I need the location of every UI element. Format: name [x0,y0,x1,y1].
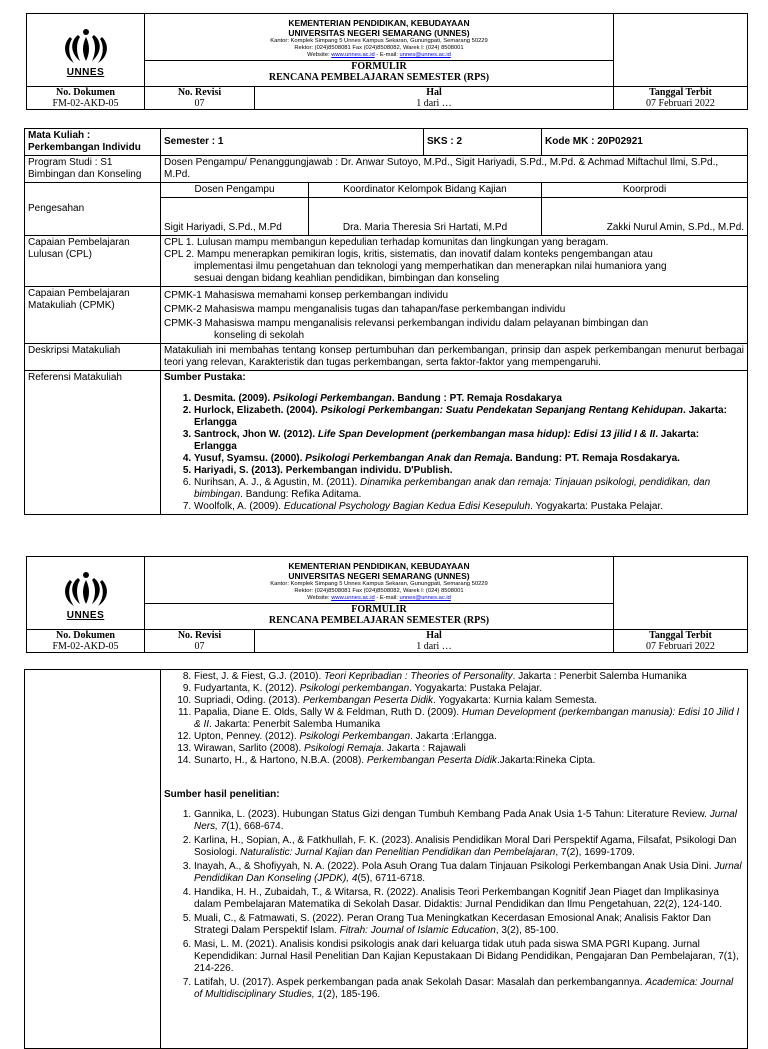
cpmk-2: CPMK-2 Mahasiswa mampu menganalisis tugas dan tahapan/fase perkembangan individu [164,304,566,315]
reference-item: 10. Supriadi, Oding. (2013). Perkembangan Peserta Didik. Yogyakarta: Kurnia kalam Semesta. [194,695,744,707]
logo-text: UNNES [66,66,105,78]
cpl-2-cont2: sesuai dengan bidang keahlian pendidikan, bimbingan dan konseling [194,273,500,284]
reference-item: 9. Fudyartanta, K. (2012). Psikologi perkembangan. Yogyakarta: Pustaka Pelajar. [194,683,744,695]
office-address: Kantor: Komplek Simpang 5 Unnes Kampus Sekaran, Gunungpati, Semarang 50229 [270,580,488,587]
reference-item: 4. Yusuf, Syamsu. (2000). Psikologi Perkembangan Anak dan Remaja. Bandung: PT. Remaja Rosdakarya. [194,453,744,465]
page-label: Hal [426,87,442,98]
page-value: 1 dari … [416,641,452,652]
sig-name-koorprodi: Zakki Nurul Amin, S.Pd., M.Pd. [542,198,748,236]
study-program: Program Studi : S1 Bimbingan dan Konseling [25,156,161,183]
course-name: Mata Kuliah : Perkembangan Individu [25,129,161,156]
doc-no: FM-02-AKD-05 [52,641,119,652]
sumber-pustaka-heading: Sumber Pustaka: [164,372,246,383]
university-logo-2 [27,557,145,630]
header-blank-cell [614,557,748,630]
rev-label: No. Revisi [177,630,222,641]
doc-no: FM-02-AKD-05 [52,98,119,109]
website-link[interactable]: www.unnes.ac.id [331,594,375,601]
cpl-2-cont: implementasi ilmu pengetahuan dan teknologi yang memperhatikan dan menerapkan nilai humaniora yang [194,261,667,272]
reference-item: 7. Woolfolk, A. (2009). Educational Psychology Bagian Kedua Edisi Kesepuluh. Yogyakarta: Pustaka Pelajar. [194,501,744,513]
reference-item: 2. Hurlock, Elizabeth. (2004). Psikologi Perkembangan: Suatu Pendekatan Sepanjang Rentang Kehidupan. Jakarta: Erlangga [194,405,744,429]
unnes-logo-icon [58,570,114,610]
cpmk-3-cont: konseling di sekolah [214,330,305,341]
reference-item: 13. Wirawan, Sarlito (2008). Psikologi Remaja. Jakarta : Rajawali [194,743,744,755]
lecturers: Dosen Pengampu/ Penanggungjawab : Dr. Anwar Sutoyo, M.Pd., Sigit Hariyadi, S.Pd., M.Pd. & Achmad Miftachul Ilmi, S.Pd., M.Pd. [161,156,748,183]
cpl-1: CPL 1. Lulusan mampu membangun kepedulian terhadap komunitas dan lingkungan yang beragam. [164,237,609,248]
reference-item: 4. Handika, H. H., Zubaidah, T., & Witarsa, R. (2022). Analisis Teori Perkembangan Kognitif Jean Piaget dan Implikasinya dalam Pembelajaran Matematika di Sekolah Dasar. Didaktis: Jurnal Pendidikan dan Ilmu Pengetahuan, 22(2), 124-140. [194,887,744,911]
reference-item: 11. Papalia, Diane E. Olds, Sally W & Feldman, Ruth D. (2009). Human Development (perkembangan manusia): Edisi 10 Jilid I & II. Jakarta: Penerbit Salemba Humanika [194,707,744,731]
semester: Semester : 1 [161,129,424,156]
email-link[interactable]: unnes@unnes.ac.id [399,51,451,58]
form-title: RENCANA PEMBELAJARAN SEMESTER (RPS) [268,71,490,83]
reference-item: 3. Santrock, Jhon W. (2012). Life Span Development (perkembangan masa hidup): Edisi 13 jilid I & II. Jakarta: Erlangga [194,429,744,453]
reference-item: 1. Desmita. (2009). Psikologi Perkembangan. Bandung : PT. Remaja Rosdakarya [194,393,744,405]
sig-name-lecturer: Sigit Hariyadi, S.Pd., M.Pd [161,198,309,236]
course-code: Kode MK : 20P02921 [542,129,748,156]
date-label: Tanggal Terbit [649,87,712,98]
ministry-name: KEMENTERIAN PENDIDIKAN, KEBUDAYAAN [288,560,470,571]
reference-item: 5. Muali, C., & Fatmawati, S. (2022). Peran Orang Tua Meningkatkan Kecerdasan Emosional Anak; Analisis Faktor Dan Strategi Dalam Perspektif Islam. Fitrah: Journal of Islamic Education, 3(2), 85-100. [194,913,744,937]
cpmk-3: CPMK-3 Mahasiswa mampu menganalisis relevansi perkembangan individu dalam pelayanan bimbingan dan [164,318,649,329]
reference-item: 2. Karlina, H., Sopian, A., & Fatkhullah, F. K. (2023). Analisis Pendidikan Moral Dari Perspektif Agama, Filsafat, Psikologi Dan Sosiologi. Naturalistic: Jurnal Kajian dan Penelitian Pendidikan dan Pembelajaran, 7(2), 1699-1709. [194,835,744,859]
doc-no-label: No. Dokumen [56,630,115,641]
reference-item: 8. Fiest, J. & Fiest, G.J. (2010). Teori Kepribadian : Theories of Personality. Jakarta : Penerbit Salemba Humanika [194,671,744,683]
reference-item: 14. Sunarto, H., & Hartono, N.B.A. (2008). Perkembangan Peserta Didik.Jakarta:Rineka Cipta. [194,755,744,767]
ministry-name: KEMENTERIAN PENDIDIKAN, KEBUDAYAAN [288,17,470,28]
cpmk-1: CPMK-1 Mahasiswa memahami konsep perkembangan individu [164,290,449,301]
reference-item: 1. Gannika, L. (2023). Hubungan Status Gizi dengan Tumbuh Kembang Pada Anak Usia 1-5 Tahun: Literature Review. Jurnal Ners, 7(1), 668-674. [194,809,744,833]
rps-table-page-1 [24,128,748,515]
reference-item: 6. Nurihsan, A. J., & Agustin, M. (2011). Dinamika perkembangan anak dan remaja: Tinjauan psikologi, pendidikan, dan bimbingan. Bandung: Refika Aditama. [194,477,744,501]
header-title-block-2 [145,557,614,630]
reference-label-cont [25,670,161,1049]
university-logo [27,14,145,87]
reference-item: 6. Masi, L. M. (2021). Analisis kondisi psikologis anak dari keluarga tidak utuh pada siswa SMA PGRI Kupang. Jurnal Kependidikan: Jurnal Hasil Penelitian Dan Kajian Kepustakaan Di Bidang Pendidikan, Pengajaran Dan Pembelajaran, 7(1), 214-226. [194,939,744,975]
cpmk-content [161,287,748,344]
reference-content-2 [161,670,748,1049]
reference-content-1 [161,371,748,515]
page-value: 1 dari … [416,98,452,109]
email-link[interactable]: unnes@unnes.ac.id [399,594,451,601]
rev-value: 07 [194,98,205,109]
sig-header-koorprodi: Koorprodi [542,183,748,198]
date-value: 07 Februari 2022 [646,98,715,109]
phone-numbers: Rektor: (024)8508081 Fax (024)8508082, Warek I: (024) 8508001 [294,587,464,594]
university-name: UNIVERSITAS NEGERI SEMARANG (UNNES) [288,27,470,38]
logo-text: UNNES [66,609,105,621]
reference-item: 5. Hariyadi, S. (2013). Perkembangan individu. D'Publish. [194,465,744,477]
header-title-block [145,14,614,87]
university-name: UNIVERSITAS NEGERI SEMARANG (UNNES) [288,570,470,581]
description-label: Deskripsi Matakuliah [25,344,161,371]
description-content: Matakuliah ini membahas tentang konsep pertumbuhan dan perkembangan, prinsip dan aspek perkembangan menurut berbagai teori yang relevan, Karakteristik dan tugas perkembangan, serta faktor-faktor yang mempengaruhi. [161,344,748,371]
phone-numbers: Rektor: (024)8508081 Fax (024)8508082, Warek I: (024) 8508001 [294,44,464,51]
form-label: FORMULIR [351,603,407,615]
date-value: 07 Februari 2022 [646,641,715,652]
sig-header-coordinator: Koordinator Kelompok Bidang Kajian [309,183,542,198]
cpl-label: Capaian Pembelajaran Lulusan (CPL) [25,236,161,287]
research-heading: Sumber hasil penelitian: [164,789,280,800]
cpmk-label: Capaian Pembelajaran Matakuliah (CPMK) [25,287,161,344]
reference-list-1 [164,393,744,513]
contact-line: Website: www.unnes.ac.id - E-mail: unnes@unnes.ac.id [307,51,451,58]
contact-line: Website: www.unnes.ac.id - E-mail: unnes@unnes.ac.id [307,594,451,601]
reference-item: 3. Inayah, A., & Shofiyyah, N. A. (2022). Pola Asuh Orang Tua dalam Tinjauan Psikologi Perkembangan Anak Usia Dini. Jurnal Pendidikan Dan Konseling (JPDK), 4(5), 6711-6718. [194,861,744,885]
office-address: Kantor: Komplek Simpang 5 Unnes Kampus Sekaran, Gunungpati, Semarang 50229 [270,37,488,44]
website-link[interactable]: www.unnes.ac.id [331,51,375,58]
reference-item: 7. Latifah, U. (2017). Aspek perkembangan pada anak Sekolah Dasar: Masalah dan perkembangannya. Academica: Journal of Multidisciplinary Studies, 1(2), 185-196. [194,977,744,1001]
reference-label: Referensi Matakuliah [25,371,161,515]
doc-header-2 [26,556,748,653]
cpl-content [161,236,748,287]
doc-header-1 [26,13,748,110]
sig-name-coordinator: Dra. Maria Theresia Sri Hartati, M.Pd [309,198,542,236]
cpl-2: CPL 2. Mampu menerapkan pemikiran logis, kritis, sistematis, dan inovatif dalam konteks pengembangan atau [164,249,653,260]
page-label: Hal [426,630,442,641]
rps-table-page-2 [24,669,748,1049]
form-label: FORMULIR [351,60,407,72]
unnes-logo-icon [58,27,114,67]
form-title: RENCANA PEMBELAJARAN SEMESTER (RPS) [268,614,490,626]
research-list [164,809,744,1001]
header-blank-cell [614,14,748,87]
doc-no-label: No. Dokumen [56,87,115,98]
pengesahan-label: Pengesahan [25,183,161,236]
date-label: Tanggal Terbit [649,630,712,641]
sig-header-lecturer: Dosen Pengampu [161,183,309,198]
sks: SKS : 2 [424,129,542,156]
rev-label: No. Revisi [177,87,222,98]
reference-list-2 [164,671,744,767]
reference-item: 12. Upton, Penney. (2012). Psikologi Perkembangan. Jakarta :Erlangga. [194,731,744,743]
rev-value: 07 [194,641,205,652]
